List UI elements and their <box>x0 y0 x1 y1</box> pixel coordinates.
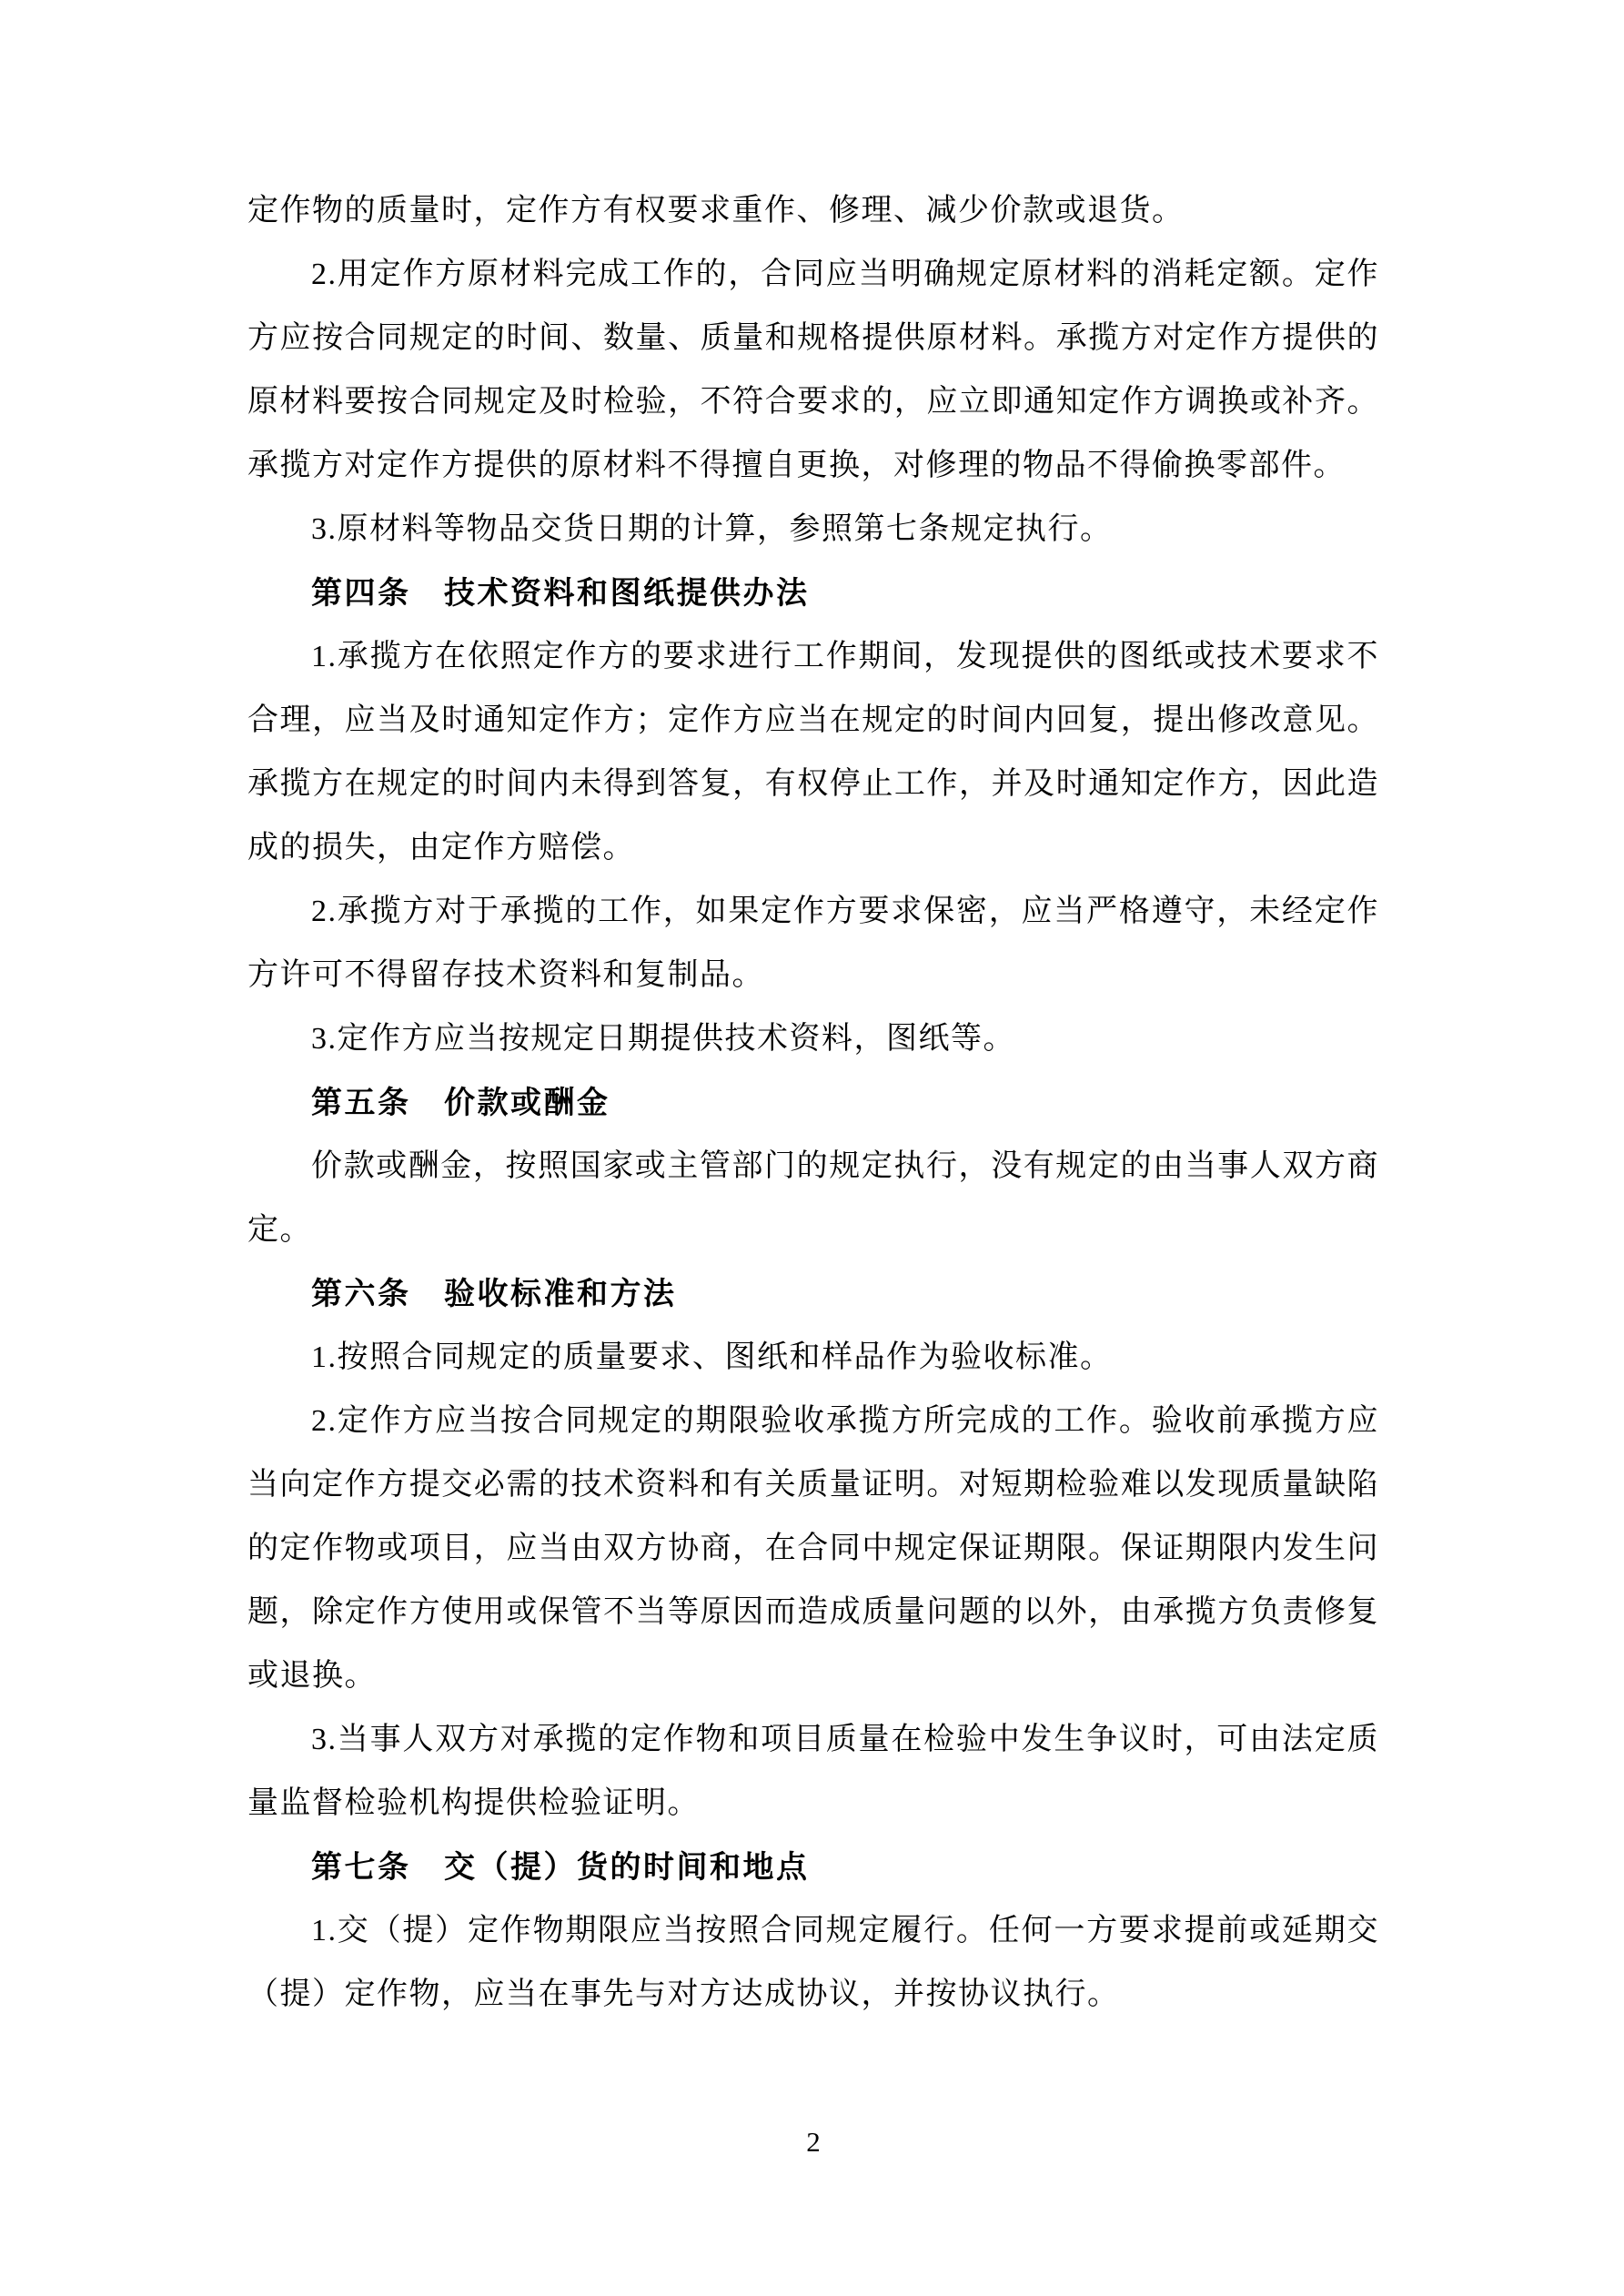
text-line: 或退换。 <box>247 1659 377 1693</box>
text-line: 合理，应当及时通知定作方；定作方应当在规定的时间内回复，提出修改意见。 <box>247 703 1379 737</box>
section-heading: 第七条 交（提）货的时间和地点 <box>311 1850 810 1885</box>
text-line: 的定作物或项目，应当由双方协商，在合同中规定保证期限。保证期限内发生问 <box>247 1532 1379 1565</box>
text-line: 当向定作方提交必需的技术资料和有关质量证明。对短期检验难以发现质量缺陷 <box>247 1468 1379 1502</box>
text-line: 原材料要按合同规定及时检验，不符合要求的，应立即通知定作方调换或补齐。 <box>247 385 1379 419</box>
text-line: 2.定作方应当按合同规定的期限验收承揽方所完成的工作。验收前承揽方应 <box>311 1404 1379 1438</box>
text-line: 3.当事人双方对承揽的定作物和项目质量在检验中发生争议时，可由法定质 <box>311 1723 1379 1756</box>
text-line: （提）定作物，应当在事先与对方达成协议，并按协议执行。 <box>247 1977 1120 2011</box>
text-line: 1.承揽方在依照定作方的要求进行工作期间，发现提供的图纸或技术要求不 <box>311 640 1379 673</box>
text-line: 3.定作方应当按规定日期提供技术资料，图纸等。 <box>311 1022 1015 1056</box>
text-line: 1.按照合同规定的质量要求、图纸和样品作为验收标准。 <box>311 1340 1113 1374</box>
text-line: 定。 <box>247 1213 312 1247</box>
page-number: 2 <box>806 2126 821 2158</box>
document-body <box>247 179 1379 2027</box>
text-line: 题，除定作方使用或保管不当等原因而造成质量问题的以外，由承揽方负责修复 <box>247 1595 1379 1629</box>
text-line: 1.交（提）定作物期限应当按照合同规定履行。任何一方要求提前或延期交 <box>311 1914 1379 1947</box>
text-line: 3.原材料等物品交货日期的计算，参照第七条规定执行。 <box>311 512 1113 546</box>
text-line: 2.用定作方原材料完成工作的，合同应当明确规定原材料的消耗定额。定作 <box>311 258 1379 291</box>
text-line: 方许可不得留存技术资料和复制品。 <box>247 958 764 992</box>
text-line: 承揽方在规定的时间内未得到答复，有权停止工作，并及时通知定作方，因此造 <box>247 767 1379 801</box>
section-heading: 第六条 验收标准和方法 <box>311 1277 677 1311</box>
section-heading: 第四条 技术资料和图纸提供办法 <box>311 576 810 611</box>
section-heading: 第五条 价款或酬金 <box>311 1086 610 1120</box>
text-line: 方应按合同规定的时间、数量、质量和规格提供原材料。承揽方对定作方提供的 <box>247 321 1379 355</box>
text-line: 定作物的质量时，定作方有权要求重作、修理、减少价款或退货。 <box>247 194 1185 228</box>
text-line: 量监督检验机构提供检验证明。 <box>247 1786 700 1820</box>
text-line: 价款或酬金，按照国家或主管部门的规定执行，没有规定的由当事人双方商 <box>311 1149 1379 1183</box>
text-line: 2.承揽方对于承揽的工作，如果定作方要求保密，应当严格遵守，未经定作 <box>311 895 1379 928</box>
text-line: 承揽方对定作方提供的原材料不得擅自更换，对修理的物品不得偷换零部件。 <box>247 449 1346 482</box>
text-line: 成的损失，由定作方赔偿。 <box>247 831 635 865</box>
